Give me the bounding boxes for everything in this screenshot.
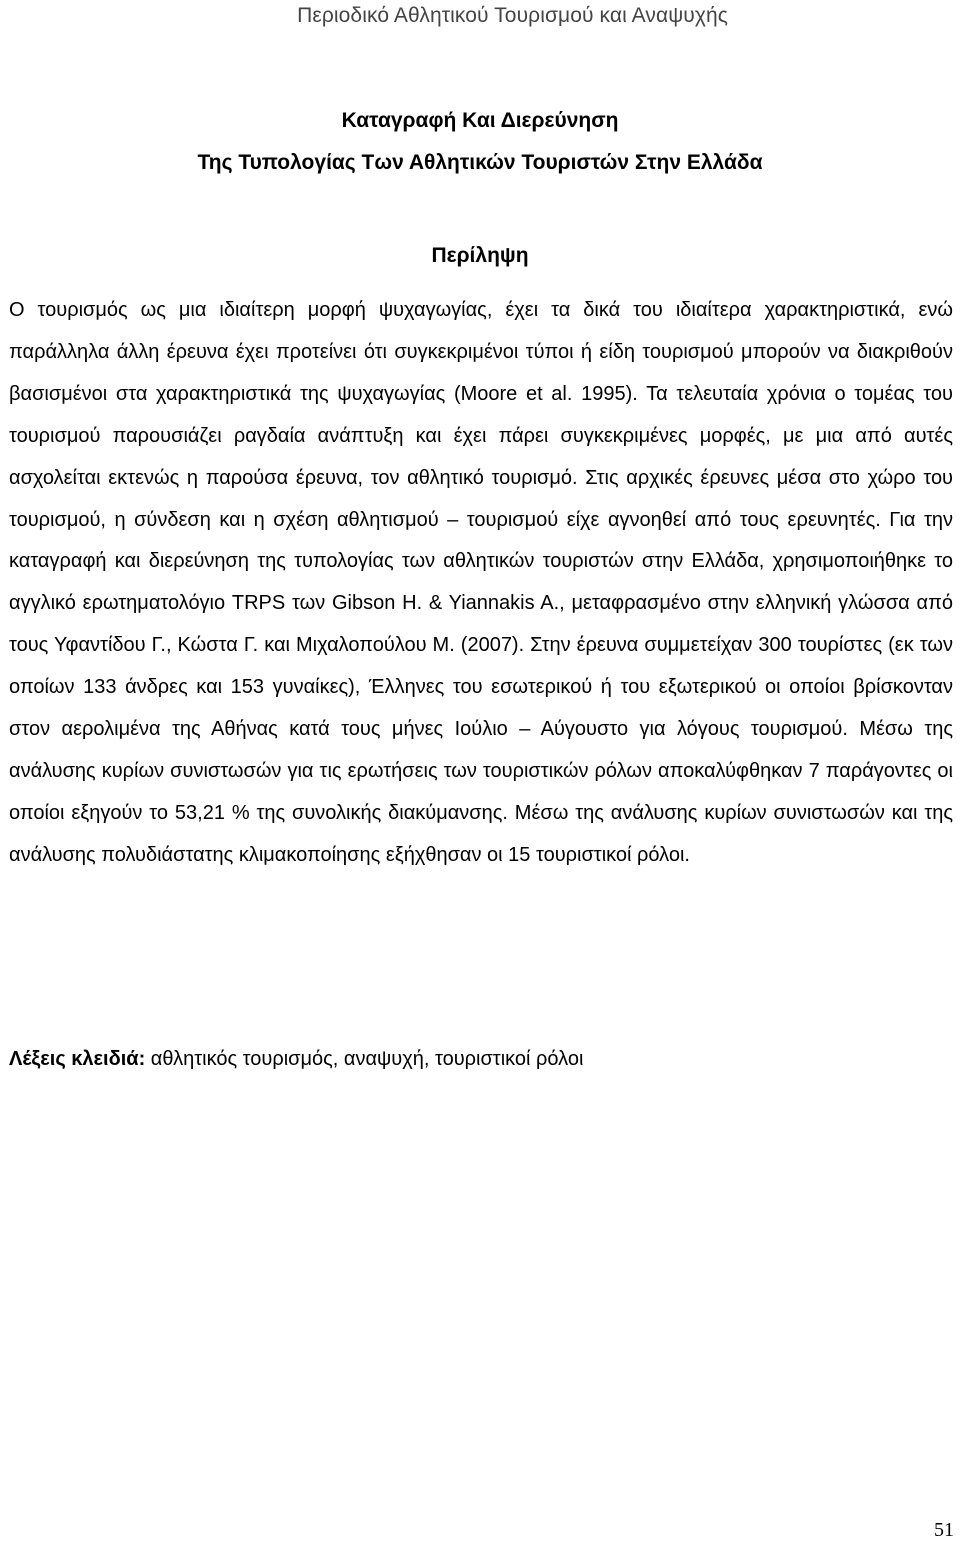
article-title bbox=[0, 100, 960, 184]
running-header: Περιοδικό Αθλητικού Τουρισμού και Αναψυχής bbox=[297, 4, 728, 27]
keywords-label: Λέξεις κλειδιά: bbox=[9, 1048, 146, 1070]
keywords-text: αθλητικός τουρισμός, αναψυχή, τουριστικοί ρόλοι bbox=[145, 1048, 584, 1070]
keywords-line bbox=[9, 1038, 953, 1080]
abstract-paragraph: Ο τουρισμός ως μια ιδιαίτερη μορφή ψυχαγωγίας, έχει τα δικά του ιδιαίτερα χαρακτηριστικά, ενώ παράλληλα άλλη έρευνα έχει προτείνει ότι συγκεκριμένοι τύποι ή είδη τουρισμού μπορούν να διακριθούν βασισμένοι στα χαρακτηριστικά της ψυχαγωγίας (Moore et al. 1995). Τα τελευταία χρόνια ο τομέας του τουρισμού παρουσιάζει ραγδαία ανάπτυξη και έχει πάρει συγκεκριμένες μορφές, με μια από αυτές ασχολείται εκτενώς η παρούσα έρευνα, τον αθλητικό τουρισμό. Στις αρχικές έρευνες μέσα στο χώρο του τουρισμού, η σύνδεση και η σχέση αθλητισμού – τουρισμού είχε αγνοηθεί από τους ερευνητές. Για την καταγραφή και διερεύνηση της τυπολογίας των αθλητικών τουριστών στην Ελλάδα, χρησιμοποιήθηκε το αγγλικό ερωτηματολόγιο TRPS των Gibson H. & Yiannakis A., μεταφρασμένο στην ελληνική γλώσσα από τους Υφαντίδου Γ., Κώστα Γ. και Μιχαλοπούλου Μ. (2007). Στην έρευνα συμμετείχαν 300 τουρίστες (εκ των οποίων 133 άνδρες και 153 γυναίκες), Έλληνες του εσωτερικού ή του εξωτερικού οι οποίοι βρίσκονταν στον αερολιμένα της Αθήνας κατά τους μήνες Ιούλιο – Αύγουστο για λόγους τουρισμού. Μέσω της ανάλυσης κυρίων συνιστωσών για τις ερωτήσεις των τουριστικών ρόλων αποκαλύφθηκαν 7 παράγοντες οι οποίοι εξηγούν το 53,21 % της συνολικής διακύμανσης. Μέσω της ανάλυσης κυρίων συνιστωσών και της ανάλυσης πολυδιάστατης κλιμακοποίησης εξήχθησαν οι 15 τουριστικοί ρόλοι. bbox=[9, 299, 953, 866]
page-number: 51 bbox=[934, 1519, 954, 1541]
title-line-1: Καταγραφή Και Διερεύνηση bbox=[341, 109, 619, 132]
title-line-2: Της Τυπολογίας Των Αθλητικών Τουριστών Στην Ελλάδα bbox=[197, 151, 763, 174]
abstract-heading: Περίληψη bbox=[431, 244, 529, 267]
